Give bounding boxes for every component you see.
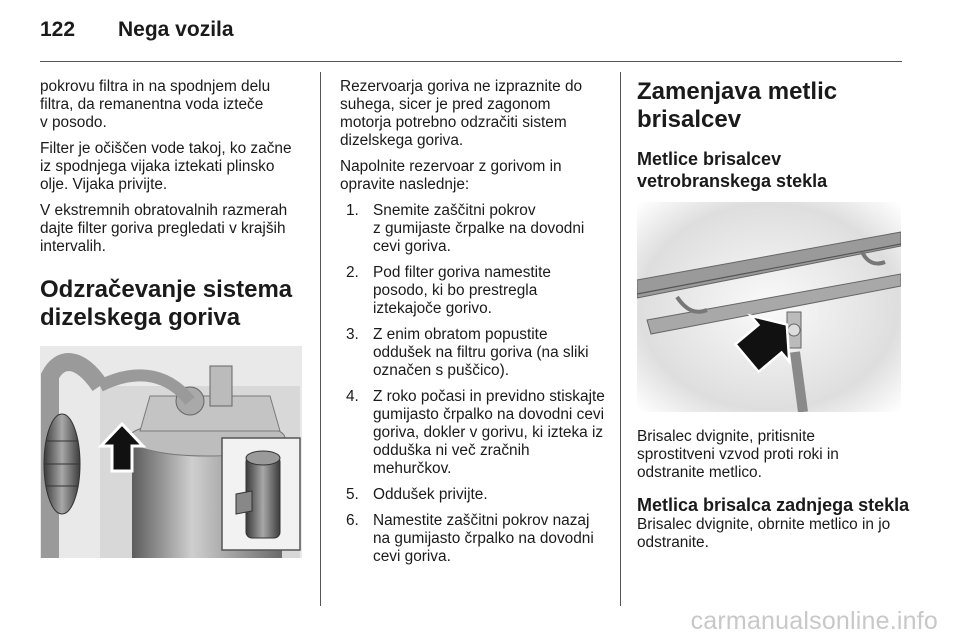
section-heading-wipers: Zamenjava metlic brisalcev (637, 78, 838, 133)
fuel-filter-illustration (40, 346, 302, 558)
col1-paragraph-1: pokrovu filtra in na spodnjem delu filtra, da remanentna voda izteče v posodo. (40, 78, 271, 131)
page-title: Nega vozila (118, 18, 234, 41)
header-rule (40, 61, 902, 62)
section-heading-bleeding: Odzračevanje sistema dizelskega goriva (40, 276, 293, 331)
column-divider-2 (620, 72, 621, 606)
col3-paragraph-1: Brisalec dvignite, pritisnite sprostitveni vzvod proti roki in odstranite metlico. (637, 428, 839, 481)
page-number: 122 (40, 18, 76, 41)
col1-paragraph-2: Filter je očiščen vode takoj, ko začne iz spodnjega vijaka iztekati plinsko olje. Vijaka privijte. (40, 140, 292, 193)
subheading-rear-wiper: Metlica brisalca zadnjega stekla (637, 495, 910, 515)
column-divider-1 (320, 72, 321, 606)
column-2 (340, 78, 610, 574)
subheading-windshield-wipers: Metlice brisalcev vetrobranskega stekla (637, 149, 828, 191)
steps-list (340, 202, 610, 566)
col2-paragraph-1: Rezervoarja goriva ne izpraznite do suhega, sicer je pred zagonom motorja potrebno odzračiti sistem dizelskega goriva. (340, 78, 583, 149)
list-item: 2. Pod filter goriva namestite posodo, ki bo prestregla iztekajoče gorivo. (346, 264, 551, 317)
list-item: 6. Namestite zaščitni pokrov nazaj na gumijasto črpalko na dovodni cevi goriva. (346, 512, 594, 565)
col2-paragraph-2: Napolnite rezervoar z gorivom in opravite naslednje: (340, 158, 562, 193)
column-3 (637, 78, 910, 560)
col1-paragraph-3: V ekstremnih obratovalnih razmerah dajte filter goriva pregledati v krajših intervalih. (40, 202, 288, 255)
list-item: 4. Z roko počasi in previdno stiskajte gumijasto črpalko na dovodni cevi goriva, dokler v gorivu, ki izteka iz odduška ni več zračnih mehurčkov. (346, 388, 605, 477)
column-1 (40, 78, 310, 558)
col3-paragraph-2: Brisalec dvignite, obrnite metlico in jo odstranite. (637, 516, 891, 551)
list-item: 3. Z enim obratom popustite oddušek na filtru goriva (na sliki označen s puščico). (346, 326, 589, 379)
list-item: 1. Snemite zaščitni pokrov z gumijaste črpalke na dovodni cevi goriva. (346, 202, 585, 255)
watermark: carmanualsonline.info (690, 607, 938, 635)
list-item: 5. Oddušek privijte. (346, 486, 488, 503)
wiper-illustration (637, 202, 901, 412)
